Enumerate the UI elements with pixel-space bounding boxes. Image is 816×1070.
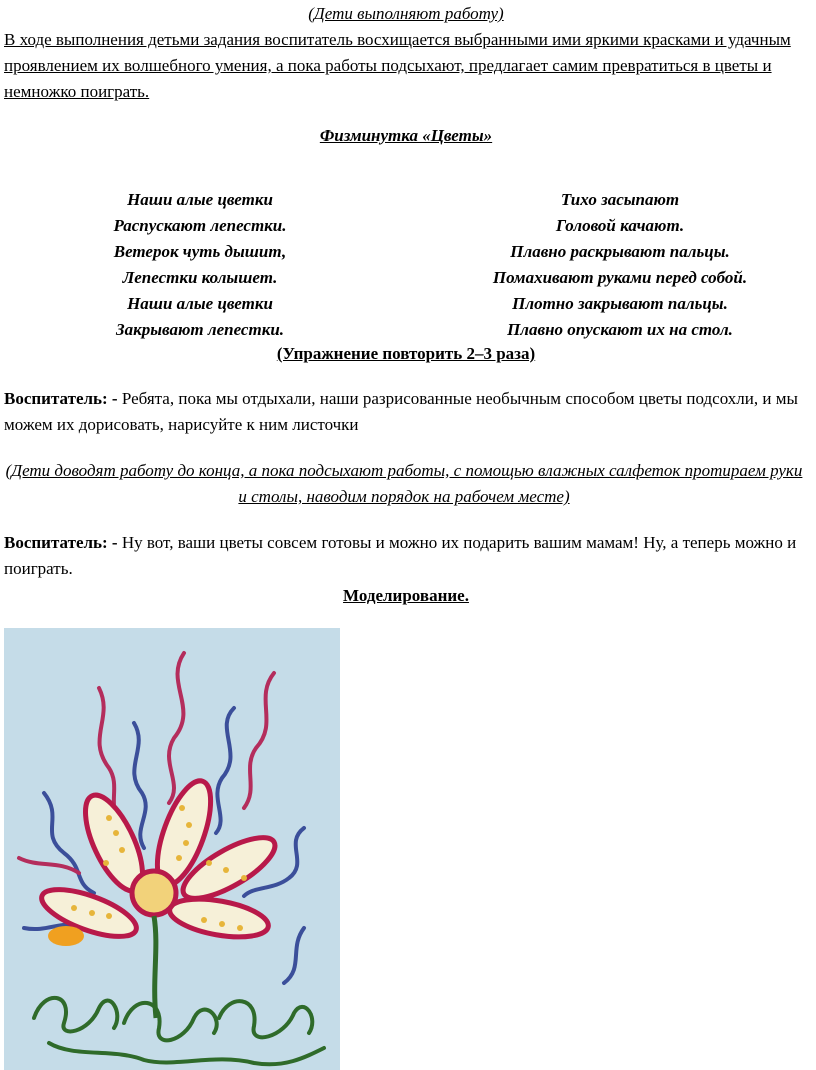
poem-row: [0, 188, 816, 214]
poem-row: [0, 318, 816, 344]
repeat-note: (Упражнение повторить 2–3 раза): [276, 344, 536, 363]
poem-right-line: Плавно раскрывают пальцы.: [510, 242, 730, 261]
poem-left-line: Распускают лепестки.: [113, 216, 287, 235]
teacher-paragraph-2: [4, 530, 804, 582]
modeling-title: Моделирование.: [343, 586, 469, 605]
poem-left-line: Наши алые цветки: [127, 294, 273, 313]
teacher-label: Воспитатель: -: [4, 533, 118, 552]
poem-row: [0, 240, 816, 266]
poem-right-line: Тихо засыпают: [560, 190, 680, 209]
poem-row: [0, 266, 816, 292]
section-title: Физминутка «Цветы»: [319, 126, 493, 145]
intro-paragraph: В ходе выполнения детьми задания воспитатель восхищается выбранными ими яркими красками и удачным проявлением их волшебного умения, а пока работы подсыхают, предлагает самим превратиться в цветы и немножко поиграть.: [4, 30, 791, 101]
teacher-text: Ребята, пока мы отдыхали, наши разрисованные необычным способом цветы подсохли, и мы можем их дорисовать, нарисуйте к ним листочки: [4, 389, 798, 434]
poem-row: [0, 214, 816, 240]
orange-splash: [48, 926, 84, 946]
poem-block: [0, 188, 816, 344]
children-note: (Дети доводят работу до конца, а пока подсыхают работы, с помощью влажных салфеток протираем руки и столы, наводим порядок на рабочем месте): [5, 461, 803, 506]
poem-row: [0, 292, 816, 318]
poem-right-line: Головой качают.: [555, 216, 685, 235]
teacher-text: Ну вот, ваши цветы совсем готовы и можно их подарить вашим мамам! Ну, а теперь можно и поиграть.: [4, 533, 797, 578]
poem-left-line: Ветерок чуть дышит,: [113, 242, 287, 261]
poem-left-line: Лепестки колышет.: [122, 268, 278, 287]
header-note: (Дети выполняют работу): [308, 4, 504, 23]
flower-stem: [154, 916, 156, 1018]
poem-left-line: Наши алые цветки: [127, 190, 273, 209]
teacher-paragraph-1: [4, 386, 804, 438]
poem-right-line: Плавно опускают их на стол.: [507, 320, 733, 339]
teacher-label: Воспитатель: -: [4, 389, 118, 408]
poem-right-line: Плотно закрывают пальцы.: [512, 294, 728, 313]
flower-center: [132, 871, 176, 915]
poem-right-line: Помахивают руками перед собой.: [492, 268, 748, 287]
child-flower-drawing: [4, 628, 340, 1070]
poem-left-line: Закрывают лепестки.: [115, 320, 285, 339]
